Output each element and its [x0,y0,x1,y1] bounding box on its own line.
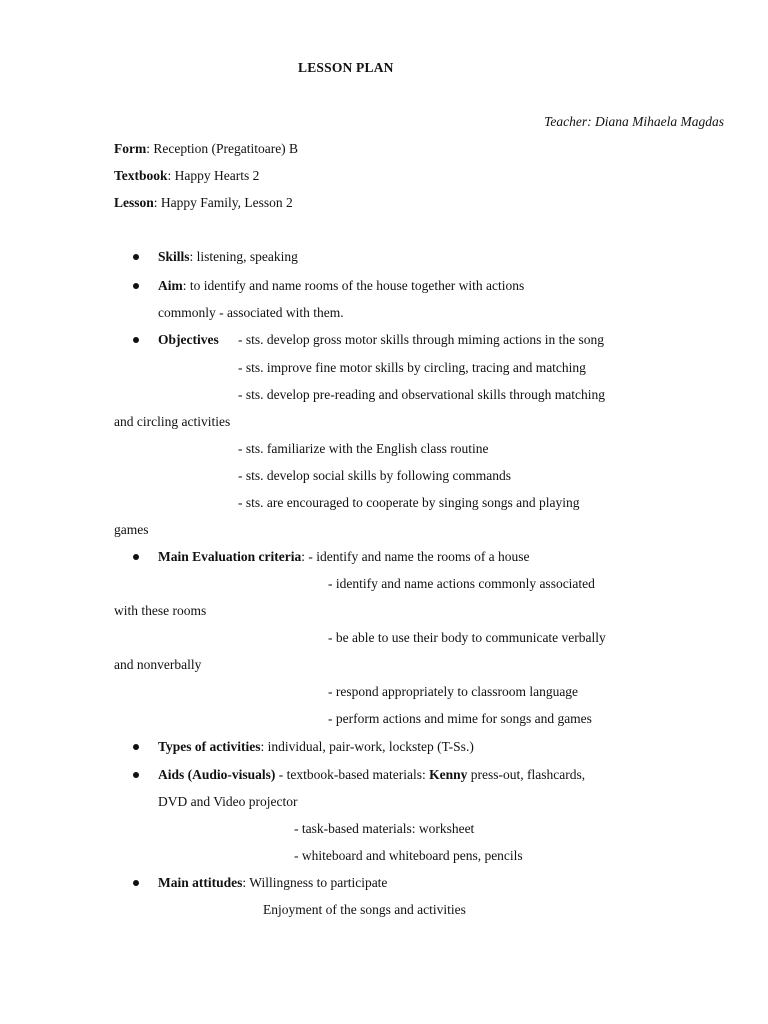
skills-line [158,250,298,264]
evaluation-item: - respond appropriately to classroom language [328,684,579,699]
form-label: Form [114,141,147,156]
page-title: LESSON PLAN [298,60,394,75]
bullet-icon [133,880,139,886]
aids-label: Aids (Audio-visuals) [158,767,276,782]
attitudes-label: Main attitudes [158,875,243,890]
teacher-label: Teacher [544,114,588,129]
evaluation-item: - perform actions and mime for songs and games [328,711,592,726]
aids-line-4: - whiteboard and whiteboard pens, pencils [294,848,523,863]
objective-item: - sts. develop gross motor skills through miming actions in the song [238,332,604,347]
objective-item: - sts. develop social skills by following commands [238,468,511,483]
evaluation-item: - identify and name actions commonly associated [328,576,595,591]
aids-line [158,768,585,782]
aim-value: : to identify and name rooms of the house together with actions [182,278,525,293]
objectives-label: Objectives [158,332,219,347]
bullet-icon [133,254,139,260]
bullet-icon [133,283,139,289]
bullet-icon [133,772,139,778]
lesson-value: : Happy Family, Lesson 2 [153,195,293,210]
attitudes-line-2: Enjoyment of the songs and activities [263,902,466,917]
form-line [114,142,298,156]
textbook-label: Textbook [114,168,168,183]
lesson-label: Lesson [114,195,154,210]
objective-item: - sts. are encouraged to cooperate by singing songs and playing [238,495,580,510]
evaluation-label: Main Evaluation criteria [158,549,302,564]
evaluation-item: - be able to use their body to communicate verbally [328,630,606,645]
evaluation-item-continuation: and nonverbally [114,657,202,672]
activities-label: Types of activities [158,739,261,754]
skills-label: Skills [158,249,190,264]
textbook-value: : Happy Hearts 2 [167,168,260,183]
bullet-icon [133,337,139,343]
skills-value: : listening, speaking [189,249,298,264]
teacher-name: Diana Mihaela Magdas [595,114,724,129]
aim-line-2: commonly - associated with them. [158,305,344,320]
bullet-icon [133,554,139,560]
evaluation-item: : - identify and name the rooms of a house [301,549,530,564]
teacher-line: Teacher: Diana Mihaela Magdas [544,114,724,129]
activities-line [158,740,474,754]
textbook-line [114,169,259,183]
lesson-line [114,196,293,210]
objective-item-continuation: games [114,522,149,537]
activities-value: : individual, pair-work, lockstep (T-Ss.) [260,739,474,754]
objective-item: - sts. improve fine motor skills by circling, tracing and matching [238,360,586,375]
bullet-icon [133,744,139,750]
attitudes-line [158,876,387,890]
objective-item: - sts. develop pre-reading and observational skills through matching [238,387,606,402]
form-value: : Reception (Pregatitoare) B [146,141,299,156]
objective-item-continuation: and circling activities [114,414,231,429]
aids-brand: Kenny [429,767,468,782]
evaluation-item-continuation: with these rooms [114,603,207,618]
aim-line [158,279,524,293]
aids-value-2: press-out, flashcards, [467,767,586,782]
attitudes-value: : Willingness to participate [242,875,388,890]
aids-line-2: DVD and Video projector [158,794,298,809]
aids-line-3: - task-based materials: worksheet [294,821,475,836]
aids-value: - textbook-based materials: [275,767,430,782]
aim-label: Aim [158,278,183,293]
objective-item: - sts. familiarize with the English class routine [238,441,489,456]
evaluation-line [158,550,530,564]
